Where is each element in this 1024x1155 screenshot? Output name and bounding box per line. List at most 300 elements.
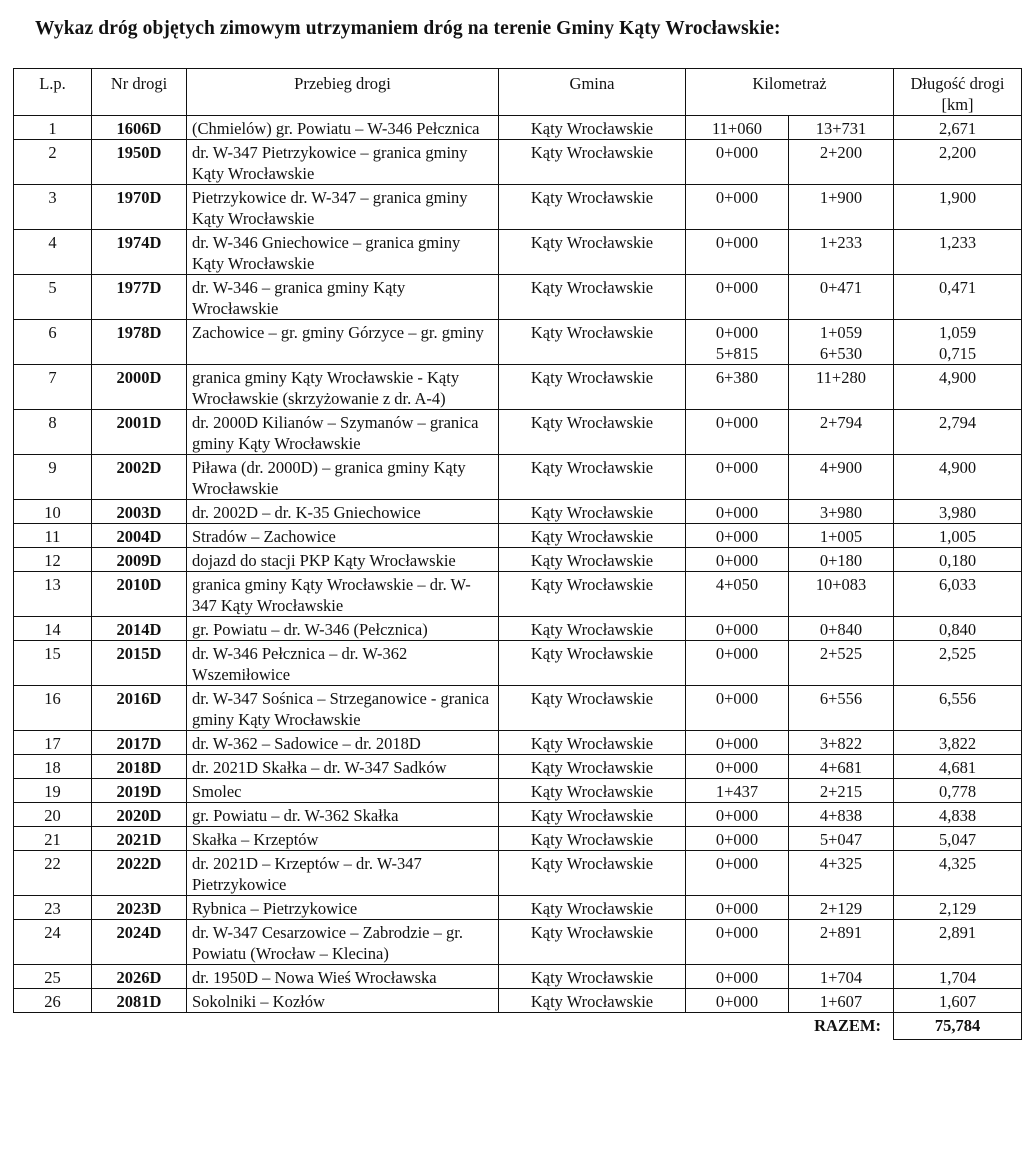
cell-length-value: 2,891 xyxy=(938,923,977,942)
cell-gmina: Kąty Wrocławskie xyxy=(499,989,686,1013)
header-gmina: Gmina xyxy=(499,69,686,116)
cell-lp: 6 xyxy=(14,320,92,365)
cell-gmina: Kąty Wrocławskie xyxy=(499,827,686,851)
cell-gmina: Kąty Wrocławskie xyxy=(499,455,686,500)
cell-km-to xyxy=(789,989,894,1013)
cell-km-to-value: 1+005 xyxy=(819,527,863,546)
cell-length-value: 6,033 xyxy=(938,575,977,594)
cell-przebieg: dr. 2002D – dr. K-35 Gniechowice xyxy=(187,500,499,524)
cell-lp: 12 xyxy=(14,548,92,572)
cell-lp: 19 xyxy=(14,779,92,803)
cell-km-from xyxy=(686,500,789,524)
table-row xyxy=(14,365,1022,410)
cell-nr-drogi: 2010D xyxy=(92,572,187,617)
cell-km-from xyxy=(686,617,789,641)
cell-nr-drogi: 1977D xyxy=(92,275,187,320)
cell-nr-drogi: 2000D xyxy=(92,365,187,410)
cell-km-from xyxy=(686,572,789,617)
cell-przebieg: Skałka – Krzeptów xyxy=(187,827,499,851)
cell-km-to-value: 6+556 xyxy=(819,689,863,708)
cell-length xyxy=(894,275,1022,320)
cell-gmina: Kąty Wrocławskie xyxy=(499,965,686,989)
cell-length-value: 4,681 xyxy=(938,758,977,777)
cell-gmina: Kąty Wrocławskie xyxy=(499,185,686,230)
cell-przebieg: Rybnica – Pietrzykowice xyxy=(187,896,499,920)
cell-lp: 23 xyxy=(14,896,92,920)
cell-length-value: 0,778 xyxy=(938,782,977,801)
cell-przebieg: Zachowice – gr. gminy Górzyce – gr. gminy xyxy=(187,320,499,365)
cell-nr-drogi: 2018D xyxy=(92,755,187,779)
cell-przebieg: granica gminy Kąty Wrocławskie – dr. W-347 Kąty Wrocławskie xyxy=(187,572,499,617)
cell-km-from-value: 11+060 xyxy=(712,119,762,138)
table-row xyxy=(14,989,1022,1013)
cell-nr-drogi: 2016D xyxy=(92,686,187,731)
cell-km-from-value: 0+000 xyxy=(715,458,759,477)
cell-km-from-value: 0+000 xyxy=(715,758,759,777)
cell-przebieg: dojazd do stacji PKP Kąty Wrocławskie xyxy=(187,548,499,572)
header-lp: L.p. xyxy=(14,69,92,116)
table-row xyxy=(14,500,1022,524)
cell-km-to xyxy=(789,617,894,641)
cell-length xyxy=(894,500,1022,524)
cell-km-from-value: 0+000 xyxy=(715,992,759,1011)
cell-km-from-value: 0+000 xyxy=(715,413,759,432)
cell-length-value: 2,525 xyxy=(938,644,977,663)
cell-km-to-value: 4+681 xyxy=(819,758,863,777)
cell-km-from xyxy=(686,455,789,500)
cell-km-from-value: 0+000 xyxy=(715,527,759,546)
table-row xyxy=(14,455,1022,500)
cell-km-to-value: 2+794 xyxy=(819,413,863,432)
cell-km-to-value: 4+900 xyxy=(819,458,863,477)
cell-km-from xyxy=(686,275,789,320)
cell-km-to xyxy=(789,410,894,455)
cell-km-from xyxy=(686,140,789,185)
cell-km-to-value: 1+607 xyxy=(819,992,863,1011)
header-kilometraz: Kilometraż xyxy=(686,69,894,116)
cell-length-value: 2,200 xyxy=(938,143,977,162)
cell-przebieg: dr. 1950D – Nowa Wieś Wrocławska xyxy=(187,965,499,989)
table-row xyxy=(14,548,1022,572)
table-row xyxy=(14,731,1022,755)
cell-przebieg: Sokolniki – Kozłów xyxy=(187,989,499,1013)
cell-length xyxy=(894,827,1022,851)
cell-gmina: Kąty Wrocławskie xyxy=(499,572,686,617)
cell-km-to-value: 3+980 xyxy=(819,503,863,522)
cell-length xyxy=(894,455,1022,500)
cell-km-to xyxy=(789,641,894,686)
cell-przebieg: dr. W-347 Pietrzykowice – granica gminy Kąty Wrocławskie xyxy=(187,140,499,185)
cell-gmina: Kąty Wrocławskie xyxy=(499,140,686,185)
cell-nr-drogi: 2019D xyxy=(92,779,187,803)
cell-gmina: Kąty Wrocławskie xyxy=(499,731,686,755)
cell-lp: 26 xyxy=(14,989,92,1013)
cell-km-to-value: 2+891 xyxy=(819,923,863,942)
table-row xyxy=(14,185,1022,230)
cell-nr-drogi: 2023D xyxy=(92,896,187,920)
cell-length-value: 2,671 xyxy=(938,119,977,138)
cell-nr-drogi: 2009D xyxy=(92,548,187,572)
cell-km-to xyxy=(789,965,894,989)
cell-length-value: 5,047 xyxy=(938,830,977,849)
cell-length-value: 1,233 xyxy=(938,233,977,252)
cell-km-to-value: 13+731 xyxy=(815,119,867,138)
cell-km-from xyxy=(686,920,789,965)
table-row xyxy=(14,851,1022,896)
cell-nr-drogi: 2001D xyxy=(92,410,187,455)
cell-km-to xyxy=(789,524,894,548)
table-row xyxy=(14,116,1022,140)
cell-przebieg: Smolec xyxy=(187,779,499,803)
table-row xyxy=(14,617,1022,641)
cell-length xyxy=(894,641,1022,686)
cell-km-from xyxy=(686,320,789,365)
cell-gmina: Kąty Wrocławskie xyxy=(499,686,686,731)
cell-km-to-value: 2+129 xyxy=(819,899,863,918)
cell-km-to-value: 1+704 xyxy=(819,968,863,987)
cell-length xyxy=(894,230,1022,275)
cell-km-from xyxy=(686,731,789,755)
cell-nr-drogi: 2024D xyxy=(92,920,187,965)
header-dlugosc: Długość drogi [km] xyxy=(894,69,1022,116)
cell-km-from xyxy=(686,548,789,572)
cell-gmina: Kąty Wrocławskie xyxy=(499,803,686,827)
cell-nr-drogi: 2004D xyxy=(92,524,187,548)
cell-length xyxy=(894,755,1022,779)
cell-km-from xyxy=(686,989,789,1013)
cell-km-to xyxy=(789,827,894,851)
cell-length-value: 4,838 xyxy=(938,806,977,825)
cell-km-to xyxy=(789,548,894,572)
cell-km-from-value: 1+437 xyxy=(715,782,759,801)
cell-km-to-value: 4+838 xyxy=(819,806,863,825)
table-row xyxy=(14,410,1022,455)
cell-length-value: 3,822 xyxy=(938,734,977,753)
cell-lp: 24 xyxy=(14,920,92,965)
table-row xyxy=(14,920,1022,965)
total-row xyxy=(14,1013,1022,1040)
cell-lp: 7 xyxy=(14,365,92,410)
cell-gmina: Kąty Wrocławskie xyxy=(499,116,686,140)
cell-km-to xyxy=(789,686,894,731)
header-nr-drogi: Nr drogi xyxy=(92,69,187,116)
cell-km-from-value: 0+000 xyxy=(715,923,759,942)
cell-length xyxy=(894,185,1022,230)
cell-length xyxy=(894,548,1022,572)
cell-km-from-value: 0+000 xyxy=(715,143,759,162)
cell-lp: 21 xyxy=(14,827,92,851)
cell-przebieg: Stradów – Zachowice xyxy=(187,524,499,548)
roads-table xyxy=(13,68,1022,1040)
cell-km-to xyxy=(789,755,894,779)
cell-lp: 1 xyxy=(14,116,92,140)
cell-km-to-value: 3+822 xyxy=(819,734,863,753)
cell-km-from-value: 0+000 xyxy=(715,734,759,753)
cell-km-from-value: 4+050 xyxy=(715,575,759,594)
cell-length-value: 4,900 xyxy=(938,368,977,387)
cell-length-value: 1,607 xyxy=(938,992,977,1011)
cell-nr-drogi: 1974D xyxy=(92,230,187,275)
cell-length-value: 6,556 xyxy=(938,689,977,708)
cell-km-to-value: 1+059 xyxy=(819,323,863,342)
cell-length xyxy=(894,851,1022,896)
cell-km-to-value: 1+233 xyxy=(819,233,863,252)
cell-km-to xyxy=(789,572,894,617)
cell-length xyxy=(894,779,1022,803)
cell-km-from-value: 6+380 xyxy=(715,368,759,387)
cell-km-to xyxy=(789,731,894,755)
cell-nr-drogi: 1950D xyxy=(92,140,187,185)
cell-km-from-value: 0+000 xyxy=(715,620,759,639)
cell-przebieg: dr. W-346 Pełcznica – dr. W-362 Wszemiłowice xyxy=(187,641,499,686)
cell-km-from-value: 5+815 xyxy=(715,344,759,363)
cell-przebieg: dr. W-347 Sośnica – Strzeganowice - granica gminy Kąty Wrocławskie xyxy=(187,686,499,731)
cell-length-value: 1,059 xyxy=(938,323,977,342)
cell-length xyxy=(894,524,1022,548)
cell-length-value: 1,704 xyxy=(938,968,977,987)
cell-km-from xyxy=(686,410,789,455)
cell-nr-drogi: 2021D xyxy=(92,827,187,851)
cell-km-to-value: 2+200 xyxy=(819,143,863,162)
cell-lp: 9 xyxy=(14,455,92,500)
cell-length-value: 3,980 xyxy=(938,503,977,522)
cell-gmina: Kąty Wrocławskie xyxy=(499,755,686,779)
cell-km-from-value: 0+000 xyxy=(715,899,759,918)
cell-gmina: Kąty Wrocławskie xyxy=(499,320,686,365)
cell-km-from-value: 0+000 xyxy=(715,278,759,297)
cell-gmina: Kąty Wrocławskie xyxy=(499,275,686,320)
cell-length xyxy=(894,320,1022,365)
cell-gmina: Kąty Wrocławskie xyxy=(499,920,686,965)
cell-lp: 8 xyxy=(14,410,92,455)
cell-km-from xyxy=(686,803,789,827)
table-row xyxy=(14,779,1022,803)
cell-km-to-value: 5+047 xyxy=(819,830,863,849)
cell-length xyxy=(894,116,1022,140)
cell-km-from xyxy=(686,524,789,548)
total-value: 75,784 xyxy=(894,1013,1022,1040)
cell-lp: 16 xyxy=(14,686,92,731)
table-header-row xyxy=(14,69,1022,116)
table-row xyxy=(14,140,1022,185)
cell-length-value: 2,794 xyxy=(938,413,977,432)
cell-length xyxy=(894,686,1022,731)
cell-km-to xyxy=(789,320,894,365)
cell-km-to-value: 0+840 xyxy=(819,620,863,639)
cell-nr-drogi: 1970D xyxy=(92,185,187,230)
total-label: RAZEM: xyxy=(814,1016,881,1035)
cell-km-from xyxy=(686,851,789,896)
cell-nr-drogi: 2022D xyxy=(92,851,187,896)
cell-przebieg: dr. W-347 Cesarzowice – Zabrodzie – gr. Powiatu (Wrocław – Klecina) xyxy=(187,920,499,965)
table-row xyxy=(14,896,1022,920)
cell-length-value: 4,900 xyxy=(938,458,977,477)
cell-lp: 13 xyxy=(14,572,92,617)
cell-lp: 4 xyxy=(14,230,92,275)
cell-km-to-value: 0+471 xyxy=(819,278,863,297)
cell-km-from-value: 0+000 xyxy=(715,503,759,522)
cell-km-from xyxy=(686,230,789,275)
cell-km-from xyxy=(686,365,789,410)
cell-przebieg: (Chmielów) gr. Powiatu – W-346 Pełcznica xyxy=(187,116,499,140)
cell-km-from-value: 0+000 xyxy=(715,323,759,342)
cell-km-to xyxy=(789,116,894,140)
cell-lp: 15 xyxy=(14,641,92,686)
cell-przebieg: dr. 2000D Kilianów – Szymanów – granica gminy Kąty Wrocławskie xyxy=(187,410,499,455)
cell-km-to-value: 2+525 xyxy=(819,644,863,663)
cell-length xyxy=(894,731,1022,755)
table-row xyxy=(14,965,1022,989)
table-row xyxy=(14,275,1022,320)
cell-lp: 11 xyxy=(14,524,92,548)
cell-km-from xyxy=(686,827,789,851)
cell-km-from xyxy=(686,686,789,731)
cell-gmina: Kąty Wrocławskie xyxy=(499,896,686,920)
cell-km-from xyxy=(686,965,789,989)
cell-length xyxy=(894,920,1022,965)
cell-przebieg: gr. Powiatu – dr. W-346 (Pełcznica) xyxy=(187,617,499,641)
cell-km-to-value: 10+083 xyxy=(815,575,867,594)
cell-lp: 10 xyxy=(14,500,92,524)
cell-length-value: 1,900 xyxy=(938,188,977,207)
cell-km-from-value: 0+000 xyxy=(715,854,759,873)
cell-przebieg: dr. W-362 – Sadowice – dr. 2018D xyxy=(187,731,499,755)
cell-gmina: Kąty Wrocławskie xyxy=(499,641,686,686)
cell-length xyxy=(894,140,1022,185)
cell-gmina: Kąty Wrocławskie xyxy=(499,410,686,455)
cell-nr-drogi: 1606D xyxy=(92,116,187,140)
header-przebieg: Przebieg drogi xyxy=(187,69,499,116)
cell-length-value: 4,325 xyxy=(938,854,977,873)
cell-length-value: 0,180 xyxy=(938,551,977,570)
cell-nr-drogi: 2026D xyxy=(92,965,187,989)
cell-length xyxy=(894,896,1022,920)
cell-km-to xyxy=(789,455,894,500)
cell-gmina: Kąty Wrocławskie xyxy=(499,365,686,410)
cell-length-value: 1,005 xyxy=(938,527,977,546)
table-row xyxy=(14,827,1022,851)
cell-length-value: 0,471 xyxy=(938,278,977,297)
table-row xyxy=(14,572,1022,617)
cell-km-from xyxy=(686,896,789,920)
cell-przebieg: Pietrzykowice dr. W-347 – granica gminy Kąty Wrocławskie xyxy=(187,185,499,230)
cell-length xyxy=(894,965,1022,989)
cell-km-from-value: 0+000 xyxy=(715,188,759,207)
cell-przebieg: granica gminy Kąty Wrocławskie - Kąty Wrocławskie (skrzyżowanie z dr. A-4) xyxy=(187,365,499,410)
cell-nr-drogi: 2003D xyxy=(92,500,187,524)
cell-lp: 25 xyxy=(14,965,92,989)
cell-nr-drogi: 2020D xyxy=(92,803,187,827)
cell-km-from-value: 0+000 xyxy=(715,806,759,825)
cell-km-from xyxy=(686,779,789,803)
cell-km-from-value: 0+000 xyxy=(715,644,759,663)
table-row xyxy=(14,524,1022,548)
table-row xyxy=(14,755,1022,779)
cell-nr-drogi: 2014D xyxy=(92,617,187,641)
cell-km-to xyxy=(789,365,894,410)
page-title: Wykaz dróg objętych zimowym utrzymaniem dróg na terenie Gminy Kąty Wrocławskie: xyxy=(35,18,781,39)
cell-gmina: Kąty Wrocławskie xyxy=(499,230,686,275)
cell-gmina: Kąty Wrocławskie xyxy=(499,548,686,572)
cell-km-to-value: 11+280 xyxy=(816,368,866,387)
cell-gmina: Kąty Wrocławskie xyxy=(499,617,686,641)
cell-km-from xyxy=(686,641,789,686)
cell-przebieg: gr. Powiatu – dr. W-362 Skałka xyxy=(187,803,499,827)
cell-przebieg: dr. W-346 – granica gminy Kąty Wrocławskie xyxy=(187,275,499,320)
cell-km-from xyxy=(686,755,789,779)
cell-gmina: Kąty Wrocławskie xyxy=(499,524,686,548)
table-row xyxy=(14,803,1022,827)
cell-nr-drogi: 2081D xyxy=(92,989,187,1013)
cell-length-value: 0,840 xyxy=(938,620,977,639)
cell-length xyxy=(894,410,1022,455)
cell-length xyxy=(894,365,1022,410)
cell-km-from-value: 0+000 xyxy=(715,233,759,252)
cell-lp: 5 xyxy=(14,275,92,320)
cell-km-to-value: 2+215 xyxy=(819,782,863,801)
cell-km-to xyxy=(789,275,894,320)
cell-przebieg: Piława (dr. 2000D) – granica gminy Kąty Wrocławskie xyxy=(187,455,499,500)
cell-km-from-value: 0+000 xyxy=(715,968,759,987)
cell-lp: 14 xyxy=(14,617,92,641)
cell-lp: 17 xyxy=(14,731,92,755)
cell-przebieg: dr. 2021D Skałka – dr. W-347 Sadków xyxy=(187,755,499,779)
cell-km-from-value: 0+000 xyxy=(715,689,759,708)
cell-nr-drogi: 1978D xyxy=(92,320,187,365)
cell-length xyxy=(894,803,1022,827)
cell-gmina: Kąty Wrocławskie xyxy=(499,500,686,524)
cell-gmina: Kąty Wrocławskie xyxy=(499,779,686,803)
cell-km-to xyxy=(789,140,894,185)
cell-km-to xyxy=(789,230,894,275)
cell-length-value: 0,715 xyxy=(938,344,977,363)
cell-lp: 2 xyxy=(14,140,92,185)
cell-km-from-value: 0+000 xyxy=(715,551,759,570)
cell-km-to xyxy=(789,500,894,524)
cell-lp: 22 xyxy=(14,851,92,896)
table-row xyxy=(14,641,1022,686)
cell-km-from xyxy=(686,116,789,140)
cell-gmina: Kąty Wrocławskie xyxy=(499,851,686,896)
cell-km-from xyxy=(686,185,789,230)
cell-km-to-value: 0+180 xyxy=(819,551,863,570)
cell-nr-drogi: 2017D xyxy=(92,731,187,755)
cell-km-to xyxy=(789,896,894,920)
cell-lp: 3 xyxy=(14,185,92,230)
cell-length-value: 2,129 xyxy=(938,899,977,918)
cell-km-to-value: 4+325 xyxy=(819,854,863,873)
cell-length xyxy=(894,617,1022,641)
cell-length xyxy=(894,989,1022,1013)
table-row xyxy=(14,230,1022,275)
cell-lp: 18 xyxy=(14,755,92,779)
table-row xyxy=(14,320,1022,365)
cell-km-to xyxy=(789,803,894,827)
cell-lp: 20 xyxy=(14,803,92,827)
cell-km-to xyxy=(789,920,894,965)
cell-length xyxy=(894,572,1022,617)
cell-przebieg: dr. 2021D – Krzeptów – dr. W-347 Pietrzykowice xyxy=(187,851,499,896)
cell-nr-drogi: 2002D xyxy=(92,455,187,500)
cell-km-to-value: 1+900 xyxy=(819,188,863,207)
cell-nr-drogi: 2015D xyxy=(92,641,187,686)
cell-km-to-value: 6+530 xyxy=(819,344,863,363)
table-row xyxy=(14,686,1022,731)
cell-km-to xyxy=(789,779,894,803)
cell-km-from-value: 0+000 xyxy=(715,830,759,849)
cell-km-to xyxy=(789,185,894,230)
cell-przebieg: dr. W-346 Gniechowice – granica gminy Kąty Wrocławskie xyxy=(187,230,499,275)
